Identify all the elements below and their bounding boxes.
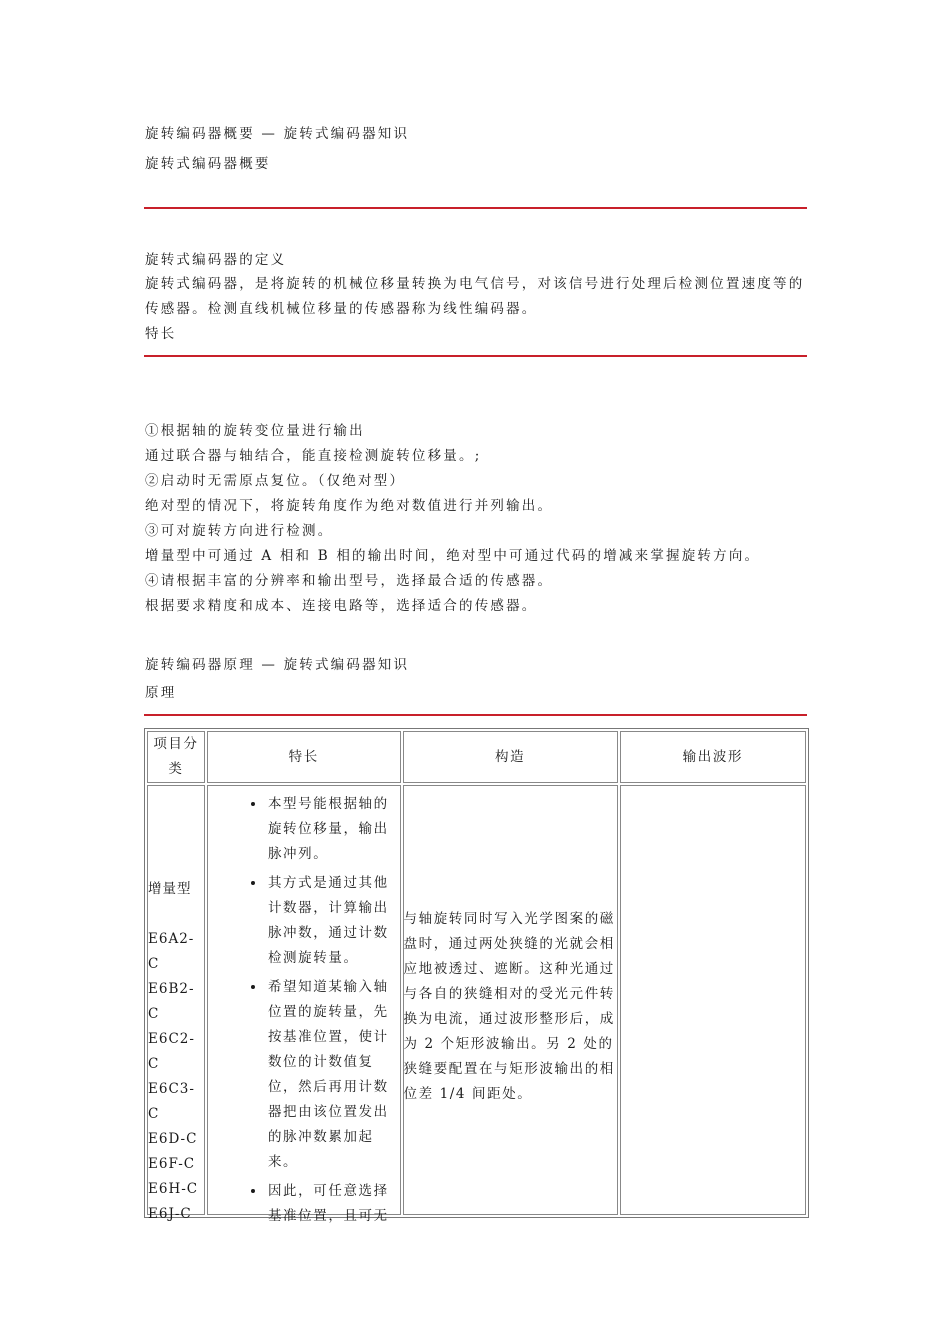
table-row — [147, 785, 806, 1215]
model-name: E6D-C — [148, 1131, 198, 1147]
model-name: E6C2-C — [148, 1031, 195, 1072]
list-item: • 因此，可任意选择基准位置，且可无 — [266, 1179, 400, 1229]
model-name: E6A2-C — [148, 931, 195, 972]
principle-table — [144, 728, 809, 1224]
list-item: • 其方式是通过其他计数器，计算输出脉冲数，通过计数检测旋转量。 — [266, 871, 400, 971]
feature-line: 绝对型的情况下，将旋转角度作为绝对数值进行并列输出。 — [145, 498, 554, 514]
model-name: E6B2-C — [148, 981, 195, 1022]
divider — [144, 714, 807, 716]
feature-line: 根据要求精度和成本、连接电路等，选择适合的传感器。 — [145, 598, 538, 614]
section-subtitle-overview: 旋转式编码器概要 — [145, 156, 271, 172]
section-title-overview: 旋转编码器概要 — 旋转式编码器知识 — [145, 126, 410, 142]
divider — [144, 207, 807, 209]
feature-line: ④请根据丰富的分辨率和输出型号，选择最合适的传感器。 — [145, 573, 554, 589]
definition-title: 旋转式编码器的定义 — [145, 252, 287, 268]
category-name: 增量型 — [148, 881, 192, 897]
header-category: 项目分类 — [147, 731, 205, 783]
feature-line: 通过联合器与轴结合，能直接检测旋转位移量。; — [145, 448, 482, 464]
features-label: 特长 — [145, 326, 177, 342]
section-subtitle-principle: 原理 — [145, 685, 177, 701]
definition-body: 旋转式编码器，是将旋转的机械位移量转换为电气信号，对该信号进行处理后检测位置速度等的传感器。检测直线机械位移量的传感器称为线性编码器。 — [145, 276, 805, 317]
feature-line: ③可对旋转方向进行检测。 — [145, 523, 334, 539]
feature-line: ①根据轴的旋转变位量进行输出 — [145, 423, 365, 439]
structure-text: 与轴旋转同时写入光学图案的磁盘时，通过两处狭缝的光就会相应地被透过、遮断。这种光通过与各自的狭缝相对的受光元件转换为电流，通过波形整形后，成为 2 个矩形波输出。另 2 处的狭缝要配置在与矩形波输出的相位差 1/4 间距处。 — [403, 911, 615, 1102]
features-cell — [207, 785, 401, 1224]
waveform-cell — [620, 785, 806, 1215]
feature-line: ②启动时无需原点复位。（仅绝对型） — [145, 473, 406, 489]
list-item: • 希望知道某输入轴位置的旋转量，先按基准位置，使计数位的计数值复位，然后再用计数器把由该位置发出的脉冲数累加起来。 — [266, 975, 400, 1175]
feature-line: 增量型中可通过 A 相和 B 相的输出时间，绝对型中可通过代码的增减来掌握旋转方向。 — [145, 548, 761, 564]
features-list — [208, 792, 400, 1229]
header-waveform: 输出波形 — [620, 731, 806, 783]
structure-cell — [403, 785, 618, 1215]
model-name: E6F-C — [148, 1156, 196, 1172]
model-name: E6J-C — [148, 1206, 192, 1222]
table-header-row — [147, 731, 806, 783]
section-title-principle: 旋转编码器原理 — 旋转式编码器知识 — [145, 657, 410, 673]
list-item: • 本型号能根据轴的旋转位移量，输出脉冲列。 — [266, 792, 400, 867]
header-structure: 构造 — [403, 731, 618, 783]
category-cell — [147, 785, 205, 1222]
model-name: E6C3-C — [148, 1081, 195, 1122]
divider — [144, 355, 807, 357]
header-features: 特长 — [207, 731, 401, 783]
model-name: E6H-C — [148, 1181, 199, 1197]
